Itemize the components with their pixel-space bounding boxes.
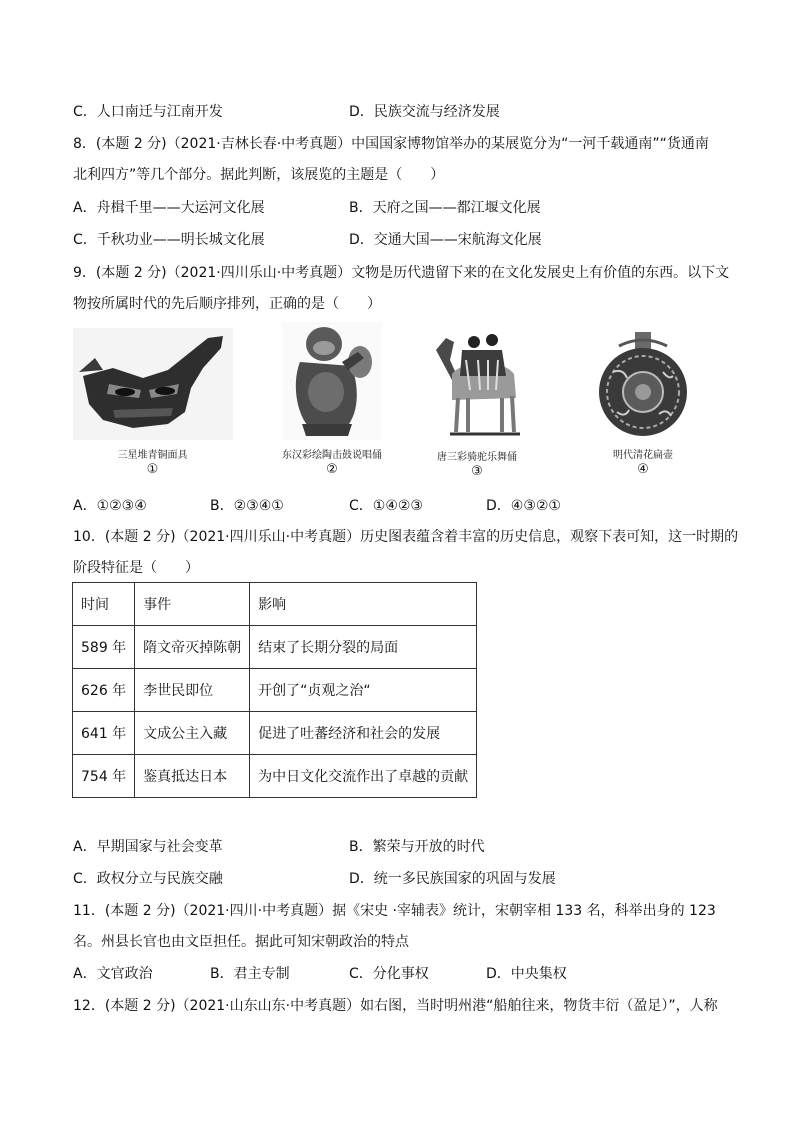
q9-stem-line1: 9．(本题 2 分)（2021·四川乐山·中考真题）文物是历代遗留下来的在文化发展史上有价值的东西。以下文 (73, 265, 730, 281)
table-header-cell: 事件 (135, 583, 250, 626)
table-row (73, 712, 477, 755)
table-cell: 754 年 (73, 755, 135, 798)
artifact-2 (262, 322, 402, 477)
artifact-3-number: ③ (471, 464, 483, 479)
history-table (72, 582, 477, 798)
artifact-1-caption: 三星堆青铜面具 (117, 450, 188, 461)
bronze-mask-icon (73, 328, 233, 440)
q9-stem-line2: 物按所属时代的先后顺序排列，正确的是（ ） (73, 296, 381, 312)
camel-figurine-icon (422, 320, 532, 442)
artifact-2-caption: 东汉彩绘陶击鼓说唱俑 (282, 450, 382, 461)
table-cell: 589 年 (73, 626, 135, 669)
table-cell: 626 年 (73, 669, 135, 712)
q7-option-c: C．人口南迁与江南开发 (73, 104, 223, 120)
q9-option-c: C．①④②③ (349, 498, 423, 514)
q8-option-c: C．千秋功业——明长城文化展 (73, 232, 265, 248)
table-header-cell: 影响 (250, 583, 477, 626)
table-cell: 促进了吐蕃经济和社会的发展 (250, 712, 477, 755)
q7-option-d: D．民族交流与经济发展 (349, 104, 500, 120)
table-cell: 结束了长期分裂的局面 (250, 626, 477, 669)
q10-stem-line2: 阶段特征是（ ） (73, 560, 199, 576)
table-row (73, 669, 477, 712)
artifact-3 (412, 320, 542, 479)
q9-option-b: B．②③④① (210, 498, 284, 514)
table-header-cell: 时间 (73, 583, 135, 626)
q11-option-d: D．中央集权 (486, 966, 567, 982)
q12-stem-line1: 12．(本题 2 分)（2021·山东山东·中考真题）如右图，当时明州港“船舶往来，物货丰衍（盈足）”，人称 (73, 998, 718, 1014)
q8-option-d: D．交通大国——宋航海文化展 (349, 232, 542, 248)
table-cell: 开创了“贞观之治“ (250, 669, 477, 712)
artifact-4 (578, 328, 708, 477)
q10-option-c: C．政权分立与民族交融 (73, 871, 223, 887)
q9-option-d: D．④③②① (486, 498, 561, 514)
q8-stem-line2: 北利四方”等几个部分。据此判断，该展览的主题是（ ） (73, 167, 445, 183)
table-cell: 641 年 (73, 712, 135, 755)
artifact-4-number: ④ (637, 462, 649, 477)
q11-option-a: A．文官政治 (73, 966, 153, 982)
q9-option-a: A．①②③④ (73, 498, 147, 514)
table-cell: 文成公主入藏 (135, 712, 250, 755)
table-row (73, 755, 477, 798)
q11-option-c: C．分化事权 (349, 966, 429, 982)
table-cell: 李世民即位 (135, 669, 250, 712)
q10-option-a: A．早期国家与社会变革 (73, 839, 223, 855)
table-cell: 鉴真抵达日本 (135, 755, 250, 798)
table-cell: 隋文帝灭掉陈朝 (135, 626, 250, 669)
q11-stem-line2: 名。州县长官也由文臣担任。据此可知宋朝政治的特点 (73, 934, 409, 950)
artifact-3-caption: 唐三彩骑驼乐舞俑 (437, 452, 517, 463)
artifact-4-caption: 明代清花扁壶 (613, 450, 673, 461)
q11-stem-line1: 11．(本题 2 分)（2021·四川·中考真题）据《宋史 ·宰辅表》统计，宋朝宰相 133 名，科举出身的 123 (73, 903, 716, 919)
q10-stem-line1: 10．(本题 2 分)（2021·四川乐山·中考真题）历史图表蕴含着丰富的历史信息，观察下表可知，这一时期的 (73, 529, 739, 545)
table-cell: 为中日文化交流作出了卓越的贡献 (250, 755, 477, 798)
artifact-1-number: ① (146, 462, 159, 477)
q10-option-b: B．繁荣与开放的时代 (349, 839, 485, 855)
q8-stem-line1: 8．(本题 2 分)（2021·吉林长春·中考真题）中国国家博物馆举办的某展览分为“一河千载通南”“货通南 (73, 136, 709, 152)
artifact-1 (70, 328, 235, 477)
q8-option-b: B．天府之国——都江堰文化展 (349, 200, 541, 216)
q10-option-d: D．统一多民族国家的巩固与发展 (349, 871, 556, 887)
table-header-row (73, 583, 477, 626)
drummer-figurine-icon (282, 322, 382, 440)
flat-flask-icon (593, 328, 693, 440)
artifact-2-number: ② (326, 462, 338, 477)
q8-option-a: A．舟楫千里——大运河文化展 (73, 200, 265, 216)
q11-option-b: B．君主专制 (210, 966, 290, 982)
table-row (73, 626, 477, 669)
